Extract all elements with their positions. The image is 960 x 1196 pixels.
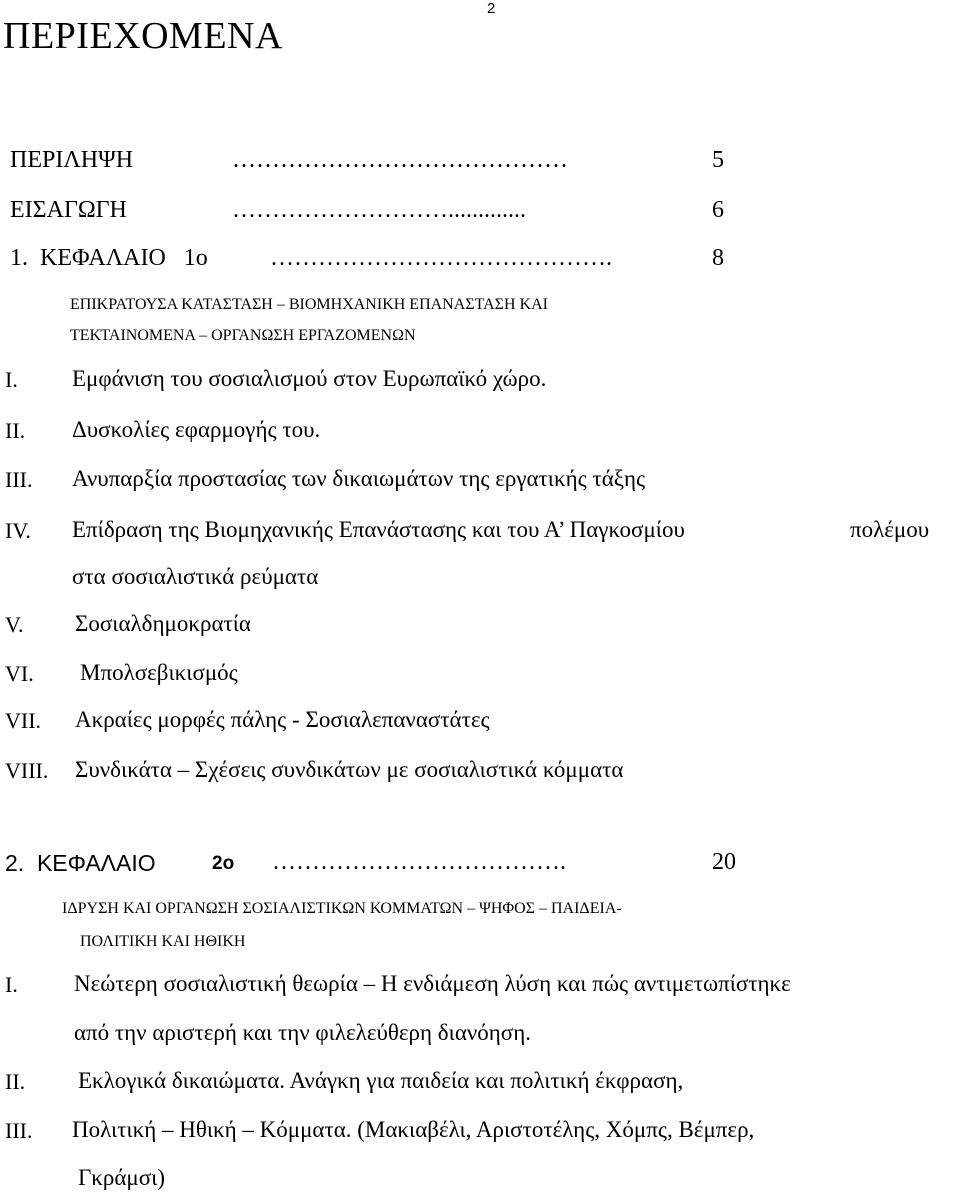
chapter1-item-text: Δυσκολίες εφαρμογής του. (72, 417, 321, 442)
toc-entry-chapter2-page: 20 (712, 849, 736, 875)
toc-entry-chapter1-page: 8 (712, 245, 724, 271)
toc-entry-introduction-dots: ………………………............. (232, 197, 526, 223)
chapter1-subtitle-line1: ΕΠΙΚΡΑΤΟΥΣΑ ΚΑΤΑΣΤΑΣΗ – ΒΙΟΜΗΧΑΝΙΚΗ ΕΠΑΝΑΣΤΑΣΗ ΚΑΙ (70, 296, 548, 313)
chapter2-item-numeral: III. (5, 1118, 33, 1143)
toc-entry-chapter2-dots: ………………………………. (272, 849, 566, 875)
chapter2-item-numeral: II. (5, 1069, 26, 1094)
toc-entry-summary-page: 5 (712, 147, 724, 173)
toc-entry-chapter1-label: 1. ΚΕΦΑΛΑΙΟ 1ο (10, 245, 208, 271)
chapter2-item-text-continued: από την αριστερή και την φιλελεύθερη διανόηση. (74, 1020, 531, 1045)
toc-entry-introduction-page: 6 (712, 197, 724, 223)
chapter1-item-numeral: V. (5, 612, 24, 637)
chapter1-item-text-end: πολέμου (850, 517, 930, 542)
chapter1-item-numeral: VIII. (5, 758, 49, 783)
page-number: 2 (487, 0, 496, 17)
toc-entry-introduction-label: ΕΙΣΑΓΩΓΗ (10, 197, 127, 223)
chapter2-item-text: Νεώτερη σοσιαλιστική θεωρία – Η ενδιάμεση λύση και πώς αντιμετωπίστηκε (74, 971, 791, 996)
chapter1-item-text: Συνδικάτα – Σχέσεις συνδικάτων με σοσιαλιστικά κόμματα (75, 757, 624, 782)
chapter1-item-text: Ακραίες μορφές πάλης - Σοσιαλεπαναστάτες (75, 707, 490, 732)
page-title: ΠΕΡΙΕΧΟΜΕΝΑ (3, 15, 283, 57)
chapter1-item-text-continued: στα σοσιαλιστικά ρεύματα (72, 564, 319, 589)
chapter1-item-numeral: IV. (5, 518, 31, 543)
toc-entry-summary-dots: …………………………………… (232, 147, 568, 173)
chapter1-item-numeral: VI. (5, 661, 34, 686)
chapter1-item-text: Μπολσεβικισμός (80, 660, 238, 685)
chapter2-item-text: Πολιτική – Ηθική – Κόμματα. (Μακιαβέλι, Αριστοτέλης, Χόμπς, Βέμπερ, (72, 1117, 755, 1142)
chapter2-item-numeral: I. (5, 972, 18, 997)
chapter1-item-numeral: III. (5, 467, 33, 492)
chapter1-item-numeral: VII. (5, 708, 42, 733)
chapter1-subtitle-line2: ΤΕΚΤΑΙΝΟΜΕΝΑ – ΟΡΓΑΝΩΣΗ ΕΡΓΑΖΟΜΕΝΩΝ (70, 327, 416, 344)
chapter1-item-numeral: II. (5, 418, 26, 443)
chapter2-item-text: Εκλογικά δικαιώματα. Ανάγκη για παιδεία και πολιτική έκφραση, (78, 1068, 684, 1093)
chapter2-item-text-continued: Γκράμσι) (78, 1165, 165, 1190)
toc-entry-summary-label: ΠΕΡΙΛΗΨΗ (10, 147, 134, 173)
chapter1-item-text: Εμφάνιση του σοσιαλισμού στον Ευρωπαϊκό χώρο. (72, 366, 547, 391)
chapter2-subtitle-line2: ΠΟΛΙΤΙΚΗ ΚΑΙ ΗΘΙΚΗ (80, 933, 246, 950)
chapter1-item-text: Σοσιαλδημοκρατία (75, 611, 251, 636)
chapter2-subtitle-line1: ΙΔΡΥΣΗ ΚΑΙ ΟΡΓΑΝΩΣΗ ΣΟΣΙΑΛΙΣΤΙΚΩΝ ΚΟΜΜΑΤΩΝ – ΨΗΦΟΣ – ΠΑΙΔΕΙΑ- (62, 900, 622, 917)
chapter1-item-text: Ανυπαρξία προστασίας των δικαιωμάτων της εργατικής τάξης (72, 466, 646, 491)
toc-entry-chapter2-label: 2. ΚΕΦΑΛΑΙΟ (5, 850, 156, 876)
chapter1-item-numeral: I. (5, 367, 18, 392)
chapter1-item-text: Επίδραση της Βιομηχανικής Επανάστασης και του Α’ Παγκοσμίου (72, 517, 685, 542)
toc-entry-chapter2-ordinal: 2ο (212, 853, 235, 874)
toc-entry-chapter1-dots: ……………………………………. (270, 245, 612, 271)
